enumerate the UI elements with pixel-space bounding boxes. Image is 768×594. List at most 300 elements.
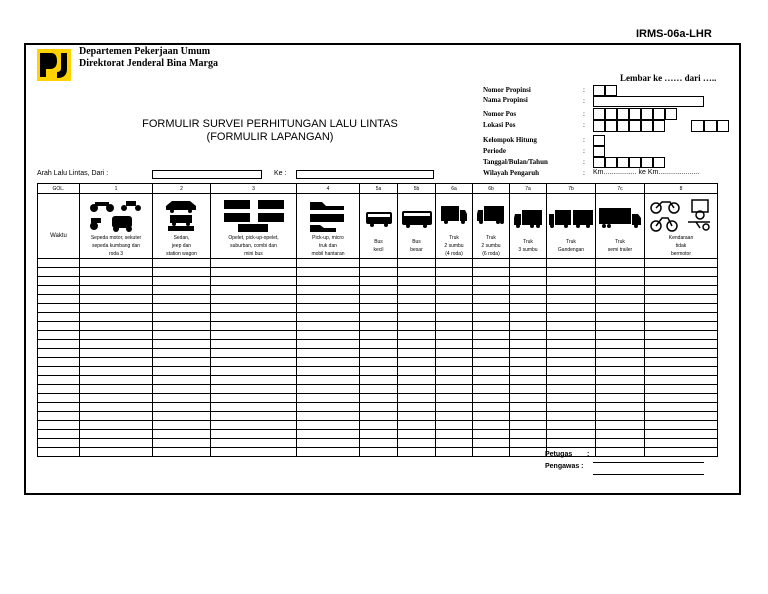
count-cell[interactable] <box>596 376 645 385</box>
direction-to-field[interactable] <box>296 170 434 179</box>
time-cell[interactable] <box>38 259 80 268</box>
count-cell[interactable] <box>211 295 297 304</box>
count-cell[interactable] <box>211 403 297 412</box>
count-cell[interactable] <box>297 394 360 403</box>
periode-box[interactable] <box>593 146 605 157</box>
count-cell[interactable] <box>547 295 596 304</box>
count-cell[interactable] <box>211 421 297 430</box>
count-cell[interactable] <box>645 322 718 331</box>
count-cell[interactable] <box>153 268 211 277</box>
count-cell[interactable] <box>360 313 398 322</box>
count-cell[interactable] <box>645 394 718 403</box>
count-cell[interactable] <box>510 259 547 268</box>
count-cell[interactable] <box>297 295 360 304</box>
count-cell[interactable] <box>297 421 360 430</box>
count-cell[interactable] <box>510 358 547 367</box>
count-cell[interactable] <box>510 304 547 313</box>
time-cell[interactable] <box>38 268 80 277</box>
count-cell[interactable] <box>436 304 473 313</box>
count-cell[interactable] <box>80 358 153 367</box>
tanggal-box-6[interactable] <box>653 157 665 168</box>
count-cell[interactable] <box>360 439 398 448</box>
count-cell[interactable] <box>80 286 153 295</box>
count-cell[interactable] <box>398 349 436 358</box>
count-cell[interactable] <box>547 376 596 385</box>
nomor-propinsi-box-1[interactable] <box>593 85 605 96</box>
count-cell[interactable] <box>398 421 436 430</box>
tanggal-box-5[interactable] <box>641 157 653 168</box>
count-cell[interactable] <box>297 430 360 439</box>
count-cell[interactable] <box>510 448 547 457</box>
time-cell[interactable] <box>38 304 80 313</box>
count-cell[interactable] <box>473 331 510 340</box>
count-cell[interactable] <box>436 394 473 403</box>
time-cell[interactable] <box>38 349 80 358</box>
lokasi-pos-box-3[interactable] <box>617 120 629 132</box>
count-cell[interactable] <box>510 403 547 412</box>
count-cell[interactable] <box>360 385 398 394</box>
count-cell[interactable] <box>547 412 596 421</box>
count-cell[interactable] <box>153 331 211 340</box>
count-cell[interactable] <box>510 277 547 286</box>
count-cell[interactable] <box>153 277 211 286</box>
time-cell[interactable] <box>38 340 80 349</box>
count-cell[interactable] <box>211 394 297 403</box>
nomor-pos-box-1[interactable] <box>593 108 605 120</box>
count-cell[interactable] <box>360 448 398 457</box>
tanggal-box-1[interactable] <box>593 157 605 168</box>
count-cell[interactable] <box>211 340 297 349</box>
nomor-propinsi-box-2[interactable] <box>605 85 617 96</box>
count-cell[interactable] <box>645 277 718 286</box>
count-cell[interactable] <box>645 268 718 277</box>
count-cell[interactable] <box>360 349 398 358</box>
count-cell[interactable] <box>398 304 436 313</box>
count-cell[interactable] <box>153 394 211 403</box>
count-cell[interactable] <box>645 358 718 367</box>
count-cell[interactable] <box>547 268 596 277</box>
count-cell[interactable] <box>153 340 211 349</box>
count-cell[interactable] <box>297 340 360 349</box>
count-cell[interactable] <box>473 340 510 349</box>
pengawas-signature-line[interactable] <box>593 474 704 475</box>
nomor-pos-box-6[interactable] <box>653 108 665 120</box>
count-cell[interactable] <box>398 277 436 286</box>
count-cell[interactable] <box>473 349 510 358</box>
count-cell[interactable] <box>398 331 436 340</box>
count-cell[interactable] <box>645 430 718 439</box>
count-cell[interactable] <box>360 412 398 421</box>
count-cell[interactable] <box>297 385 360 394</box>
count-cell[interactable] <box>360 322 398 331</box>
count-cell[interactable] <box>510 421 547 430</box>
count-cell[interactable] <box>153 358 211 367</box>
count-cell[interactable] <box>398 439 436 448</box>
count-cell[interactable] <box>645 259 718 268</box>
lokasi-pos-box-5[interactable] <box>641 120 653 132</box>
count-cell[interactable] <box>80 268 153 277</box>
time-cell[interactable] <box>38 448 80 457</box>
count-cell[interactable] <box>80 421 153 430</box>
count-cell[interactable] <box>645 439 718 448</box>
time-cell[interactable] <box>38 286 80 295</box>
time-cell[interactable] <box>38 385 80 394</box>
count-cell[interactable] <box>80 277 153 286</box>
count-cell[interactable] <box>645 331 718 340</box>
count-cell[interactable] <box>211 430 297 439</box>
count-cell[interactable] <box>510 385 547 394</box>
count-cell[interactable] <box>436 259 473 268</box>
count-cell[interactable] <box>510 376 547 385</box>
count-cell[interactable] <box>360 340 398 349</box>
time-cell[interactable] <box>38 439 80 448</box>
count-cell[interactable] <box>153 349 211 358</box>
count-cell[interactable] <box>473 277 510 286</box>
count-cell[interactable] <box>645 304 718 313</box>
count-cell[interactable] <box>473 367 510 376</box>
count-cell[interactable] <box>596 331 645 340</box>
count-cell[interactable] <box>297 304 360 313</box>
count-cell[interactable] <box>436 430 473 439</box>
count-cell[interactable] <box>596 268 645 277</box>
count-cell[interactable] <box>645 421 718 430</box>
count-cell[interactable] <box>596 340 645 349</box>
count-cell[interactable] <box>211 259 297 268</box>
count-cell[interactable] <box>645 376 718 385</box>
count-cell[interactable] <box>153 376 211 385</box>
count-cell[interactable] <box>80 412 153 421</box>
count-cell[interactable] <box>211 277 297 286</box>
count-cell[interactable] <box>297 448 360 457</box>
count-cell[interactable] <box>360 358 398 367</box>
count-cell[interactable] <box>436 268 473 277</box>
count-cell[interactable] <box>547 403 596 412</box>
count-cell[interactable] <box>297 349 360 358</box>
count-cell[interactable] <box>398 286 436 295</box>
count-cell[interactable] <box>211 331 297 340</box>
count-cell[interactable] <box>153 412 211 421</box>
count-cell[interactable] <box>510 268 547 277</box>
count-cell[interactable] <box>211 439 297 448</box>
nomor-pos-box-4[interactable] <box>629 108 641 120</box>
time-cell[interactable] <box>38 295 80 304</box>
count-cell[interactable] <box>211 448 297 457</box>
count-cell[interactable] <box>596 403 645 412</box>
count-cell[interactable] <box>398 394 436 403</box>
count-cell[interactable] <box>436 286 473 295</box>
count-cell[interactable] <box>360 430 398 439</box>
count-cell[interactable] <box>510 340 547 349</box>
count-cell[interactable] <box>360 277 398 286</box>
count-cell[interactable] <box>645 295 718 304</box>
count-cell[interactable] <box>211 412 297 421</box>
count-cell[interactable] <box>80 385 153 394</box>
count-cell[interactable] <box>473 439 510 448</box>
count-cell[interactable] <box>398 259 436 268</box>
count-cell[interactable] <box>436 295 473 304</box>
count-cell[interactable] <box>547 430 596 439</box>
count-cell[interactable] <box>398 385 436 394</box>
count-cell[interactable] <box>398 412 436 421</box>
count-cell[interactable] <box>510 439 547 448</box>
nomor-pos-box-3[interactable] <box>617 108 629 120</box>
count-cell[interactable] <box>436 349 473 358</box>
count-cell[interactable] <box>510 349 547 358</box>
nomor-pos-box-2[interactable] <box>605 108 617 120</box>
nomor-pos-box-7[interactable] <box>665 108 677 120</box>
time-cell[interactable] <box>38 376 80 385</box>
count-cell[interactable] <box>436 412 473 421</box>
lokasi-pos-box-7[interactable] <box>691 120 704 132</box>
count-cell[interactable] <box>211 313 297 322</box>
count-cell[interactable] <box>596 295 645 304</box>
count-cell[interactable] <box>510 322 547 331</box>
count-cell[interactable] <box>297 286 360 295</box>
count-cell[interactable] <box>398 295 436 304</box>
count-cell[interactable] <box>211 268 297 277</box>
count-cell[interactable] <box>360 268 398 277</box>
count-cell[interactable] <box>211 349 297 358</box>
count-cell[interactable] <box>80 376 153 385</box>
count-cell[interactable] <box>297 331 360 340</box>
count-cell[interactable] <box>436 313 473 322</box>
count-cell[interactable] <box>596 439 645 448</box>
lokasi-pos-box-1[interactable] <box>593 120 605 132</box>
count-cell[interactable] <box>360 286 398 295</box>
count-cell[interactable] <box>436 421 473 430</box>
count-cell[interactable] <box>473 376 510 385</box>
count-cell[interactable] <box>297 313 360 322</box>
count-cell[interactable] <box>645 412 718 421</box>
count-cell[interactable] <box>153 439 211 448</box>
count-cell[interactable] <box>473 412 510 421</box>
lokasi-pos-box-9[interactable] <box>717 120 729 132</box>
kelompok-hitung-box[interactable] <box>593 135 605 146</box>
time-cell[interactable] <box>38 403 80 412</box>
count-cell[interactable] <box>510 412 547 421</box>
count-cell[interactable] <box>436 340 473 349</box>
count-cell[interactable] <box>596 430 645 439</box>
count-cell[interactable] <box>645 448 718 457</box>
count-cell[interactable] <box>80 313 153 322</box>
count-cell[interactable] <box>473 358 510 367</box>
count-cell[interactable] <box>398 322 436 331</box>
count-cell[interactable] <box>436 448 473 457</box>
tanggal-box-3[interactable] <box>617 157 629 168</box>
count-cell[interactable] <box>436 439 473 448</box>
count-cell[interactable] <box>436 376 473 385</box>
count-cell[interactable] <box>360 403 398 412</box>
lokasi-pos-box-8[interactable] <box>704 120 717 132</box>
count-cell[interactable] <box>360 367 398 376</box>
count-cell[interactable] <box>547 277 596 286</box>
nama-propinsi-field[interactable] <box>593 96 704 107</box>
count-cell[interactable] <box>510 313 547 322</box>
time-cell[interactable] <box>38 277 80 286</box>
count-cell[interactable] <box>360 295 398 304</box>
count-cell[interactable] <box>398 403 436 412</box>
time-cell[interactable] <box>38 412 80 421</box>
count-cell[interactable] <box>360 331 398 340</box>
count-cell[interactable] <box>398 340 436 349</box>
count-cell[interactable] <box>547 259 596 268</box>
count-cell[interactable] <box>436 322 473 331</box>
count-cell[interactable] <box>211 322 297 331</box>
count-cell[interactable] <box>153 286 211 295</box>
count-cell[interactable] <box>211 367 297 376</box>
count-cell[interactable] <box>547 421 596 430</box>
count-cell[interactable] <box>211 385 297 394</box>
time-cell[interactable] <box>38 322 80 331</box>
count-cell[interactable] <box>80 448 153 457</box>
count-cell[interactable] <box>473 268 510 277</box>
count-cell[interactable] <box>547 367 596 376</box>
count-cell[interactable] <box>153 322 211 331</box>
count-cell[interactable] <box>297 322 360 331</box>
count-cell[interactable] <box>80 349 153 358</box>
count-cell[interactable] <box>473 430 510 439</box>
count-cell[interactable] <box>596 421 645 430</box>
lokasi-pos-box-6[interactable] <box>653 120 665 132</box>
count-cell[interactable] <box>473 259 510 268</box>
tanggal-box-4[interactable] <box>629 157 641 168</box>
time-cell[interactable] <box>38 421 80 430</box>
count-cell[interactable] <box>80 403 153 412</box>
count-cell[interactable] <box>398 268 436 277</box>
count-cell[interactable] <box>80 331 153 340</box>
count-cell[interactable] <box>596 259 645 268</box>
count-cell[interactable] <box>473 322 510 331</box>
count-cell[interactable] <box>153 421 211 430</box>
count-cell[interactable] <box>473 304 510 313</box>
count-cell[interactable] <box>297 439 360 448</box>
count-cell[interactable] <box>547 340 596 349</box>
count-cell[interactable] <box>547 349 596 358</box>
count-cell[interactable] <box>153 304 211 313</box>
time-cell[interactable] <box>38 367 80 376</box>
count-cell[interactable] <box>211 376 297 385</box>
count-cell[interactable] <box>473 313 510 322</box>
count-cell[interactable] <box>473 286 510 295</box>
count-cell[interactable] <box>80 259 153 268</box>
count-cell[interactable] <box>547 286 596 295</box>
count-cell[interactable] <box>360 394 398 403</box>
count-cell[interactable] <box>153 430 211 439</box>
count-cell[interactable] <box>153 403 211 412</box>
nomor-pos-box-5[interactable] <box>641 108 653 120</box>
count-cell[interactable] <box>153 367 211 376</box>
count-cell[interactable] <box>510 331 547 340</box>
count-cell[interactable] <box>547 304 596 313</box>
petugas-signature-line[interactable] <box>593 462 704 463</box>
count-cell[interactable] <box>153 313 211 322</box>
count-cell[interactable] <box>297 268 360 277</box>
count-cell[interactable] <box>596 313 645 322</box>
count-cell[interactable] <box>153 259 211 268</box>
count-cell[interactable] <box>547 313 596 322</box>
count-cell[interactable] <box>596 277 645 286</box>
count-cell[interactable] <box>436 358 473 367</box>
count-cell[interactable] <box>596 385 645 394</box>
count-cell[interactable] <box>596 448 645 457</box>
lokasi-pos-box-4[interactable] <box>629 120 641 132</box>
count-cell[interactable] <box>510 367 547 376</box>
count-cell[interactable] <box>645 349 718 358</box>
count-cell[interactable] <box>211 358 297 367</box>
count-cell[interactable] <box>547 331 596 340</box>
count-cell[interactable] <box>596 322 645 331</box>
count-cell[interactable] <box>547 385 596 394</box>
time-cell[interactable] <box>38 358 80 367</box>
count-cell[interactable] <box>645 367 718 376</box>
count-cell[interactable] <box>297 412 360 421</box>
count-cell[interactable] <box>80 367 153 376</box>
count-cell[interactable] <box>80 439 153 448</box>
count-cell[interactable] <box>436 331 473 340</box>
count-cell[interactable] <box>80 304 153 313</box>
count-cell[interactable] <box>473 295 510 304</box>
count-cell[interactable] <box>596 286 645 295</box>
count-cell[interactable] <box>473 394 510 403</box>
count-cell[interactable] <box>596 358 645 367</box>
count-cell[interactable] <box>473 448 510 457</box>
count-cell[interactable] <box>645 403 718 412</box>
count-cell[interactable] <box>398 448 436 457</box>
direction-from-field[interactable] <box>152 170 262 179</box>
count-cell[interactable] <box>473 421 510 430</box>
count-cell[interactable] <box>211 304 297 313</box>
count-cell[interactable] <box>297 403 360 412</box>
count-cell[interactable] <box>596 367 645 376</box>
count-cell[interactable] <box>547 394 596 403</box>
tanggal-box-2[interactable] <box>605 157 617 168</box>
count-cell[interactable] <box>473 403 510 412</box>
lokasi-pos-box-2[interactable] <box>605 120 617 132</box>
count-cell[interactable] <box>510 394 547 403</box>
count-cell[interactable] <box>596 349 645 358</box>
count-cell[interactable] <box>360 304 398 313</box>
count-cell[interactable] <box>360 421 398 430</box>
count-cell[interactable] <box>80 340 153 349</box>
count-cell[interactable] <box>153 295 211 304</box>
count-cell[interactable] <box>398 313 436 322</box>
count-cell[interactable] <box>80 295 153 304</box>
count-cell[interactable] <box>436 277 473 286</box>
count-cell[interactable] <box>153 385 211 394</box>
count-cell[interactable] <box>80 430 153 439</box>
count-cell[interactable] <box>398 376 436 385</box>
count-cell[interactable] <box>510 295 547 304</box>
count-cell[interactable] <box>596 304 645 313</box>
count-cell[interactable] <box>510 430 547 439</box>
count-cell[interactable] <box>547 439 596 448</box>
count-cell[interactable] <box>436 367 473 376</box>
count-cell[interactable] <box>510 286 547 295</box>
count-cell[interactable] <box>398 367 436 376</box>
count-cell[interactable] <box>398 358 436 367</box>
count-cell[interactable] <box>645 286 718 295</box>
count-cell[interactable] <box>297 277 360 286</box>
count-cell[interactable] <box>360 376 398 385</box>
count-cell[interactable] <box>297 358 360 367</box>
count-cell[interactable] <box>153 448 211 457</box>
count-cell[interactable] <box>436 385 473 394</box>
count-cell[interactable] <box>297 367 360 376</box>
count-cell[interactable] <box>297 376 360 385</box>
count-cell[interactable] <box>360 259 398 268</box>
count-cell[interactable] <box>211 286 297 295</box>
time-cell[interactable] <box>38 331 80 340</box>
